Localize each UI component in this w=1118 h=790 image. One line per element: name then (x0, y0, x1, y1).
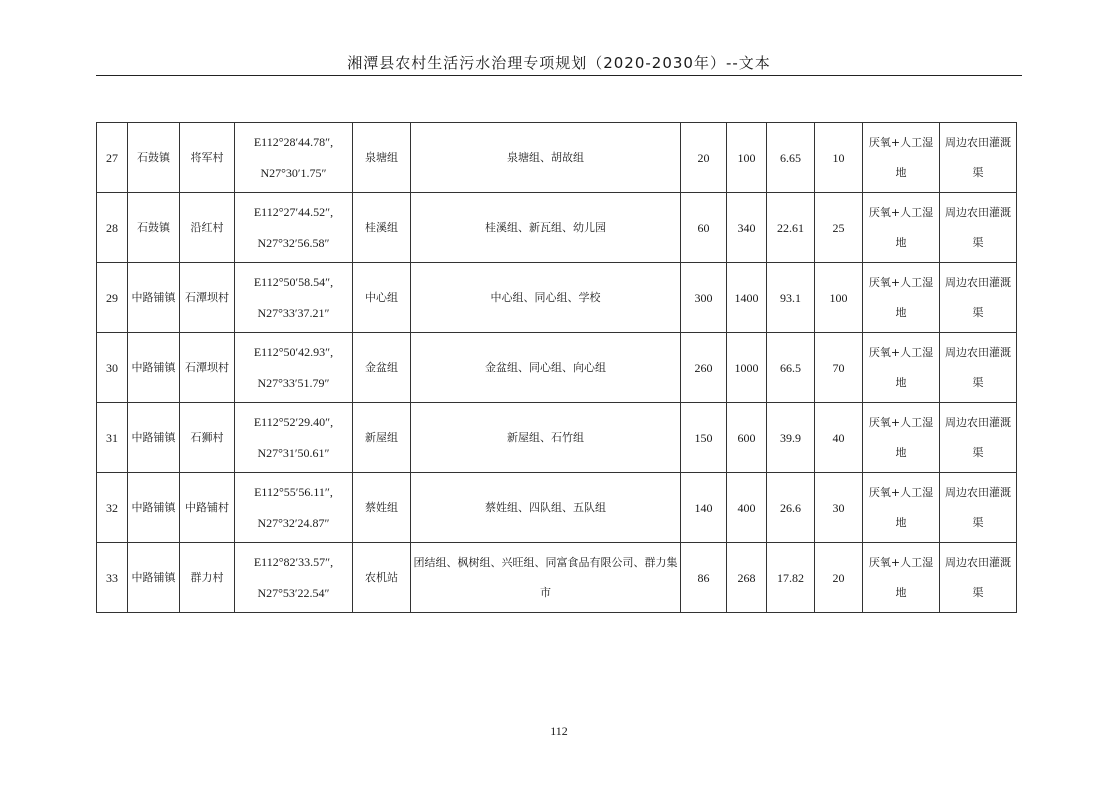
coordinate-north: N27°32′56.58″ (257, 235, 330, 250)
cell-town: 中路铺镇 (128, 333, 180, 403)
cell-population: 100 (727, 123, 767, 193)
cell-process: 厌氧+人工湿地 (863, 473, 940, 543)
coordinate-east: E112°50′42.93″, (253, 344, 334, 359)
cell-scale: 25 (815, 193, 863, 263)
cell-site: 农机站 (353, 543, 411, 613)
cell-discharge: 周边农田灌溉渠 (940, 263, 1017, 333)
table-row (97, 473, 1017, 543)
cell-discharge: 周边农田灌溉渠 (940, 403, 1017, 473)
cell-volume: 39.9 (767, 403, 815, 473)
cell-process: 厌氧+人工湿地 (863, 123, 940, 193)
cell-scale: 100 (815, 263, 863, 333)
cell-coordinates (235, 543, 353, 613)
cell-town: 中路铺镇 (128, 473, 180, 543)
coordinate-east: E112°27′44.52″, (253, 204, 334, 219)
cell-coordinates (235, 193, 353, 263)
cell-scale: 40 (815, 403, 863, 473)
coordinate-east: E112°28′44.78″, (253, 134, 334, 149)
cell-coordinates (235, 473, 353, 543)
cell-scale: 30 (815, 473, 863, 543)
cell-discharge: 周边农田灌溉渠 (940, 123, 1017, 193)
header-divider (96, 75, 1022, 76)
cell-coordinates (235, 403, 353, 473)
cell-households: 20 (681, 123, 727, 193)
cell-coverage: 中心组、同心组、学校 (411, 263, 681, 333)
cell-village: 群力村 (180, 543, 235, 613)
cell-coordinates (235, 123, 353, 193)
cell-households: 60 (681, 193, 727, 263)
cell-scale: 70 (815, 333, 863, 403)
cell-row-number: 29 (97, 263, 128, 333)
cell-volume: 26.6 (767, 473, 815, 543)
cell-coverage: 泉塘组、胡故组 (411, 123, 681, 193)
cell-coverage: 蔡姓组、四队组、五队组 (411, 473, 681, 543)
cell-population: 1400 (727, 263, 767, 333)
cell-site: 泉塘组 (353, 123, 411, 193)
cell-village: 中路铺村 (180, 473, 235, 543)
cell-site: 新屋组 (353, 403, 411, 473)
cell-village: 石狮村 (180, 403, 235, 473)
cell-households: 86 (681, 543, 727, 613)
cell-population: 600 (727, 403, 767, 473)
cell-town: 中路铺镇 (128, 543, 180, 613)
coordinate-east: E112°52′29.40″, (253, 414, 334, 429)
cell-discharge: 周边农田灌溉渠 (940, 333, 1017, 403)
page-header-title: 湘潭县农村生活污水治理专项规划（2020-2030年）--文本 (347, 54, 771, 72)
page-number: 112 (550, 724, 568, 738)
cell-volume: 93.1 (767, 263, 815, 333)
cell-coverage: 金盆组、同心组、向心组 (411, 333, 681, 403)
cell-process: 厌氧+人工湿地 (863, 333, 940, 403)
cell-town: 石鼓镇 (128, 193, 180, 263)
cell-population: 1000 (727, 333, 767, 403)
coordinate-north: N27°31′50.61″ (257, 445, 330, 460)
coordinate-north: N27°33′37.21″ (257, 305, 330, 320)
cell-scale: 20 (815, 543, 863, 613)
cell-volume: 66.5 (767, 333, 815, 403)
cell-discharge: 周边农田灌溉渠 (940, 193, 1017, 263)
cell-site: 桂溪组 (353, 193, 411, 263)
cell-site: 中心组 (353, 263, 411, 333)
cell-process: 厌氧+人工湿地 (863, 543, 940, 613)
table-row (97, 263, 1017, 333)
table-row (97, 123, 1017, 193)
cell-households: 300 (681, 263, 727, 333)
cell-row-number: 27 (97, 123, 128, 193)
cell-site: 蔡姓组 (353, 473, 411, 543)
cell-coverage: 新屋组、石竹组 (411, 403, 681, 473)
cell-process: 厌氧+人工湿地 (863, 193, 940, 263)
cell-volume: 6.65 (767, 123, 815, 193)
cell-volume: 22.61 (767, 193, 815, 263)
cell-coverage: 桂溪组、新瓦组、幼儿园 (411, 193, 681, 263)
coordinate-north: N27°33′51.79″ (257, 375, 330, 390)
cell-town: 中路铺镇 (128, 263, 180, 333)
cell-coordinates (235, 263, 353, 333)
coordinate-east: E112°50′58.54″, (253, 274, 334, 289)
coordinate-east: E112°82′33.57″, (253, 554, 334, 569)
table-row (97, 333, 1017, 403)
cell-discharge: 周边农田灌溉渠 (940, 543, 1017, 613)
table-row (97, 193, 1017, 263)
cell-population: 400 (727, 473, 767, 543)
cell-population: 340 (727, 193, 767, 263)
cell-households: 260 (681, 333, 727, 403)
table-row (97, 543, 1017, 613)
cell-coverage: 团结组、枫树组、兴旺组、同富食品有限公司、群力集市 (411, 543, 681, 613)
cell-scale: 10 (815, 123, 863, 193)
table-body (97, 123, 1017, 613)
cell-town: 中路铺镇 (128, 403, 180, 473)
cell-row-number: 32 (97, 473, 128, 543)
cell-households: 140 (681, 473, 727, 543)
sewage-treatment-table (96, 122, 1017, 613)
coordinate-north: N27°32′24.87″ (257, 515, 330, 530)
cell-village: 石潭坝村 (180, 263, 235, 333)
table-row (97, 403, 1017, 473)
cell-row-number: 31 (97, 403, 128, 473)
cell-volume: 17.82 (767, 543, 815, 613)
cell-row-number: 28 (97, 193, 128, 263)
cell-row-number: 30 (97, 333, 128, 403)
coordinate-east: E112°55′56.11″, (254, 484, 333, 499)
coordinate-north: N27°30′1.75″ (260, 165, 327, 180)
cell-village: 将军村 (180, 123, 235, 193)
cell-population: 268 (727, 543, 767, 613)
cell-village: 石潭坝村 (180, 333, 235, 403)
coordinate-north: N27°53′22.54″ (257, 585, 330, 600)
cell-households: 150 (681, 403, 727, 473)
cell-process: 厌氧+人工湿地 (863, 263, 940, 333)
cell-village: 沿红村 (180, 193, 235, 263)
cell-process: 厌氧+人工湿地 (863, 403, 940, 473)
cell-town: 石鼓镇 (128, 123, 180, 193)
cell-discharge: 周边农田灌溉渠 (940, 473, 1017, 543)
cell-site: 金盆组 (353, 333, 411, 403)
cell-coordinates (235, 333, 353, 403)
cell-row-number: 33 (97, 543, 128, 613)
